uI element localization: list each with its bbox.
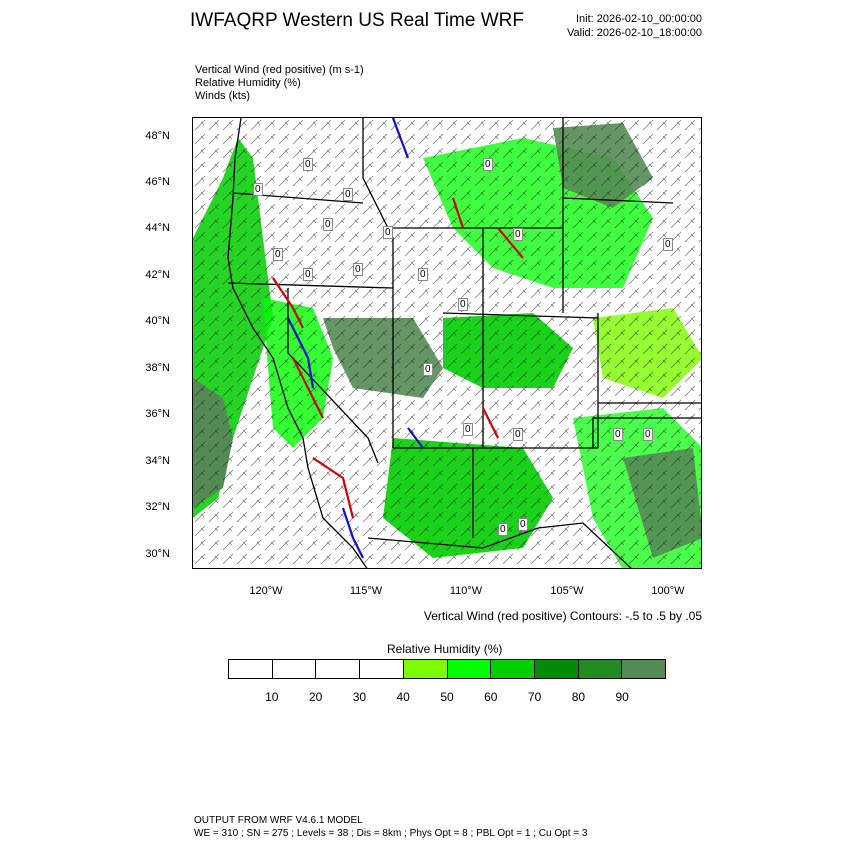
legend-colorbar (228, 659, 666, 679)
legend-tick-label: 80 (571, 690, 586, 704)
contour-label: 0 (305, 269, 311, 280)
valid-time: Valid: 2026-02-10_18:00:00 (567, 27, 702, 39)
footer-model: OUTPUT FROM WRF V4.6.1 MODEL (194, 815, 363, 826)
legend-swatch (622, 660, 665, 678)
lon-tick-105w: 105°W (550, 585, 584, 597)
legend-swatch (360, 660, 404, 678)
legend-tick-label: 60 (484, 690, 498, 704)
legend-swatch (579, 660, 623, 678)
legend-tick-label: 20 (308, 690, 323, 704)
contour-note: Vertical Wind (red positive) Contours: -.5 to .5 by .05 (423, 609, 702, 623)
lat-tick-38n: 38°N (145, 362, 170, 374)
contour-label: 0 (520, 519, 526, 530)
lat-tick-42n: 42°N (145, 269, 170, 281)
lon-tick-115w: 115°W (349, 585, 383, 597)
lon-tick-120w: 120°W (249, 585, 283, 597)
page-title: IWFAQRP Western US Real Time WRF (190, 10, 524, 31)
contour-label: 0 (255, 184, 261, 195)
contour-label: 0 (645, 429, 651, 440)
contour-label: 0 (425, 364, 431, 375)
field-label-vertical-wind: Vertical Wind (red positive) (m s-1) (195, 64, 364, 76)
contour-label: 0 (515, 429, 521, 440)
field-label-relative-humidity: Relative Humidity (%) (195, 77, 301, 89)
lat-tick-34n: 34°N (145, 455, 170, 467)
legend-swatch (448, 660, 492, 678)
legend-swatch (535, 660, 579, 678)
contour-label: 0 (485, 159, 491, 170)
contour-label: 0 (275, 249, 281, 260)
legend-tick-label: 40 (396, 690, 410, 704)
contour-label: 0 (460, 299, 466, 310)
lat-tick-30n: 30°N (145, 548, 170, 560)
lat-tick-48n: 48°N (145, 130, 170, 142)
lat-tick-46n: 46°N (145, 176, 170, 188)
map-canvas (193, 118, 702, 569)
lat-tick-44n: 44°N (145, 222, 170, 234)
init-time: Init: 2026-02-10_00:00:00 (576, 13, 702, 25)
lon-tick-100w: 100°W (651, 585, 685, 597)
map-panel (192, 117, 702, 569)
lat-tick-40n: 40°N (145, 315, 170, 327)
legend-tick-label: 70 (527, 690, 542, 704)
lat-tick-36n: 36°N (145, 408, 170, 420)
legend-swatch (404, 660, 448, 678)
contour-label: 0 (325, 219, 331, 230)
lat-tick-32n: 32°N (145, 501, 170, 513)
contour-label: 0 (465, 424, 471, 435)
legend-tick-label: 30 (352, 690, 367, 704)
contour-label: 0 (420, 269, 426, 280)
footer-config: WE = 310 ; SN = 275 ; Levels = 38 ; Dis = 8km ; Phys Opt = 8 ; PBL Opt = 1 ; Cu Opt = 3 (194, 828, 588, 839)
wind-barb-layer (193, 118, 702, 569)
legend-swatch (273, 660, 317, 678)
field-label-winds: Winds (kts) (195, 90, 250, 102)
legend-swatch (229, 660, 273, 678)
contour-label: 0 (665, 239, 671, 250)
legend-swatch (491, 660, 535, 678)
legend-tick-label: 50 (440, 690, 454, 704)
legend-tick-label: 10 (265, 690, 279, 704)
contour-label: 0 (385, 227, 391, 238)
contour-label: 0 (500, 524, 506, 535)
legend-title: Relative Humidity (%) (387, 642, 503, 656)
contour-label: 0 (345, 189, 351, 200)
contour-label: 0 (615, 429, 621, 440)
contour-label: 0 (305, 159, 311, 170)
lon-tick-110w: 110°W (449, 585, 483, 597)
legend-swatch (316, 660, 360, 678)
contour-label: 0 (515, 229, 521, 240)
legend-tick-label: 90 (615, 690, 629, 704)
contour-label: 0 (355, 264, 361, 275)
